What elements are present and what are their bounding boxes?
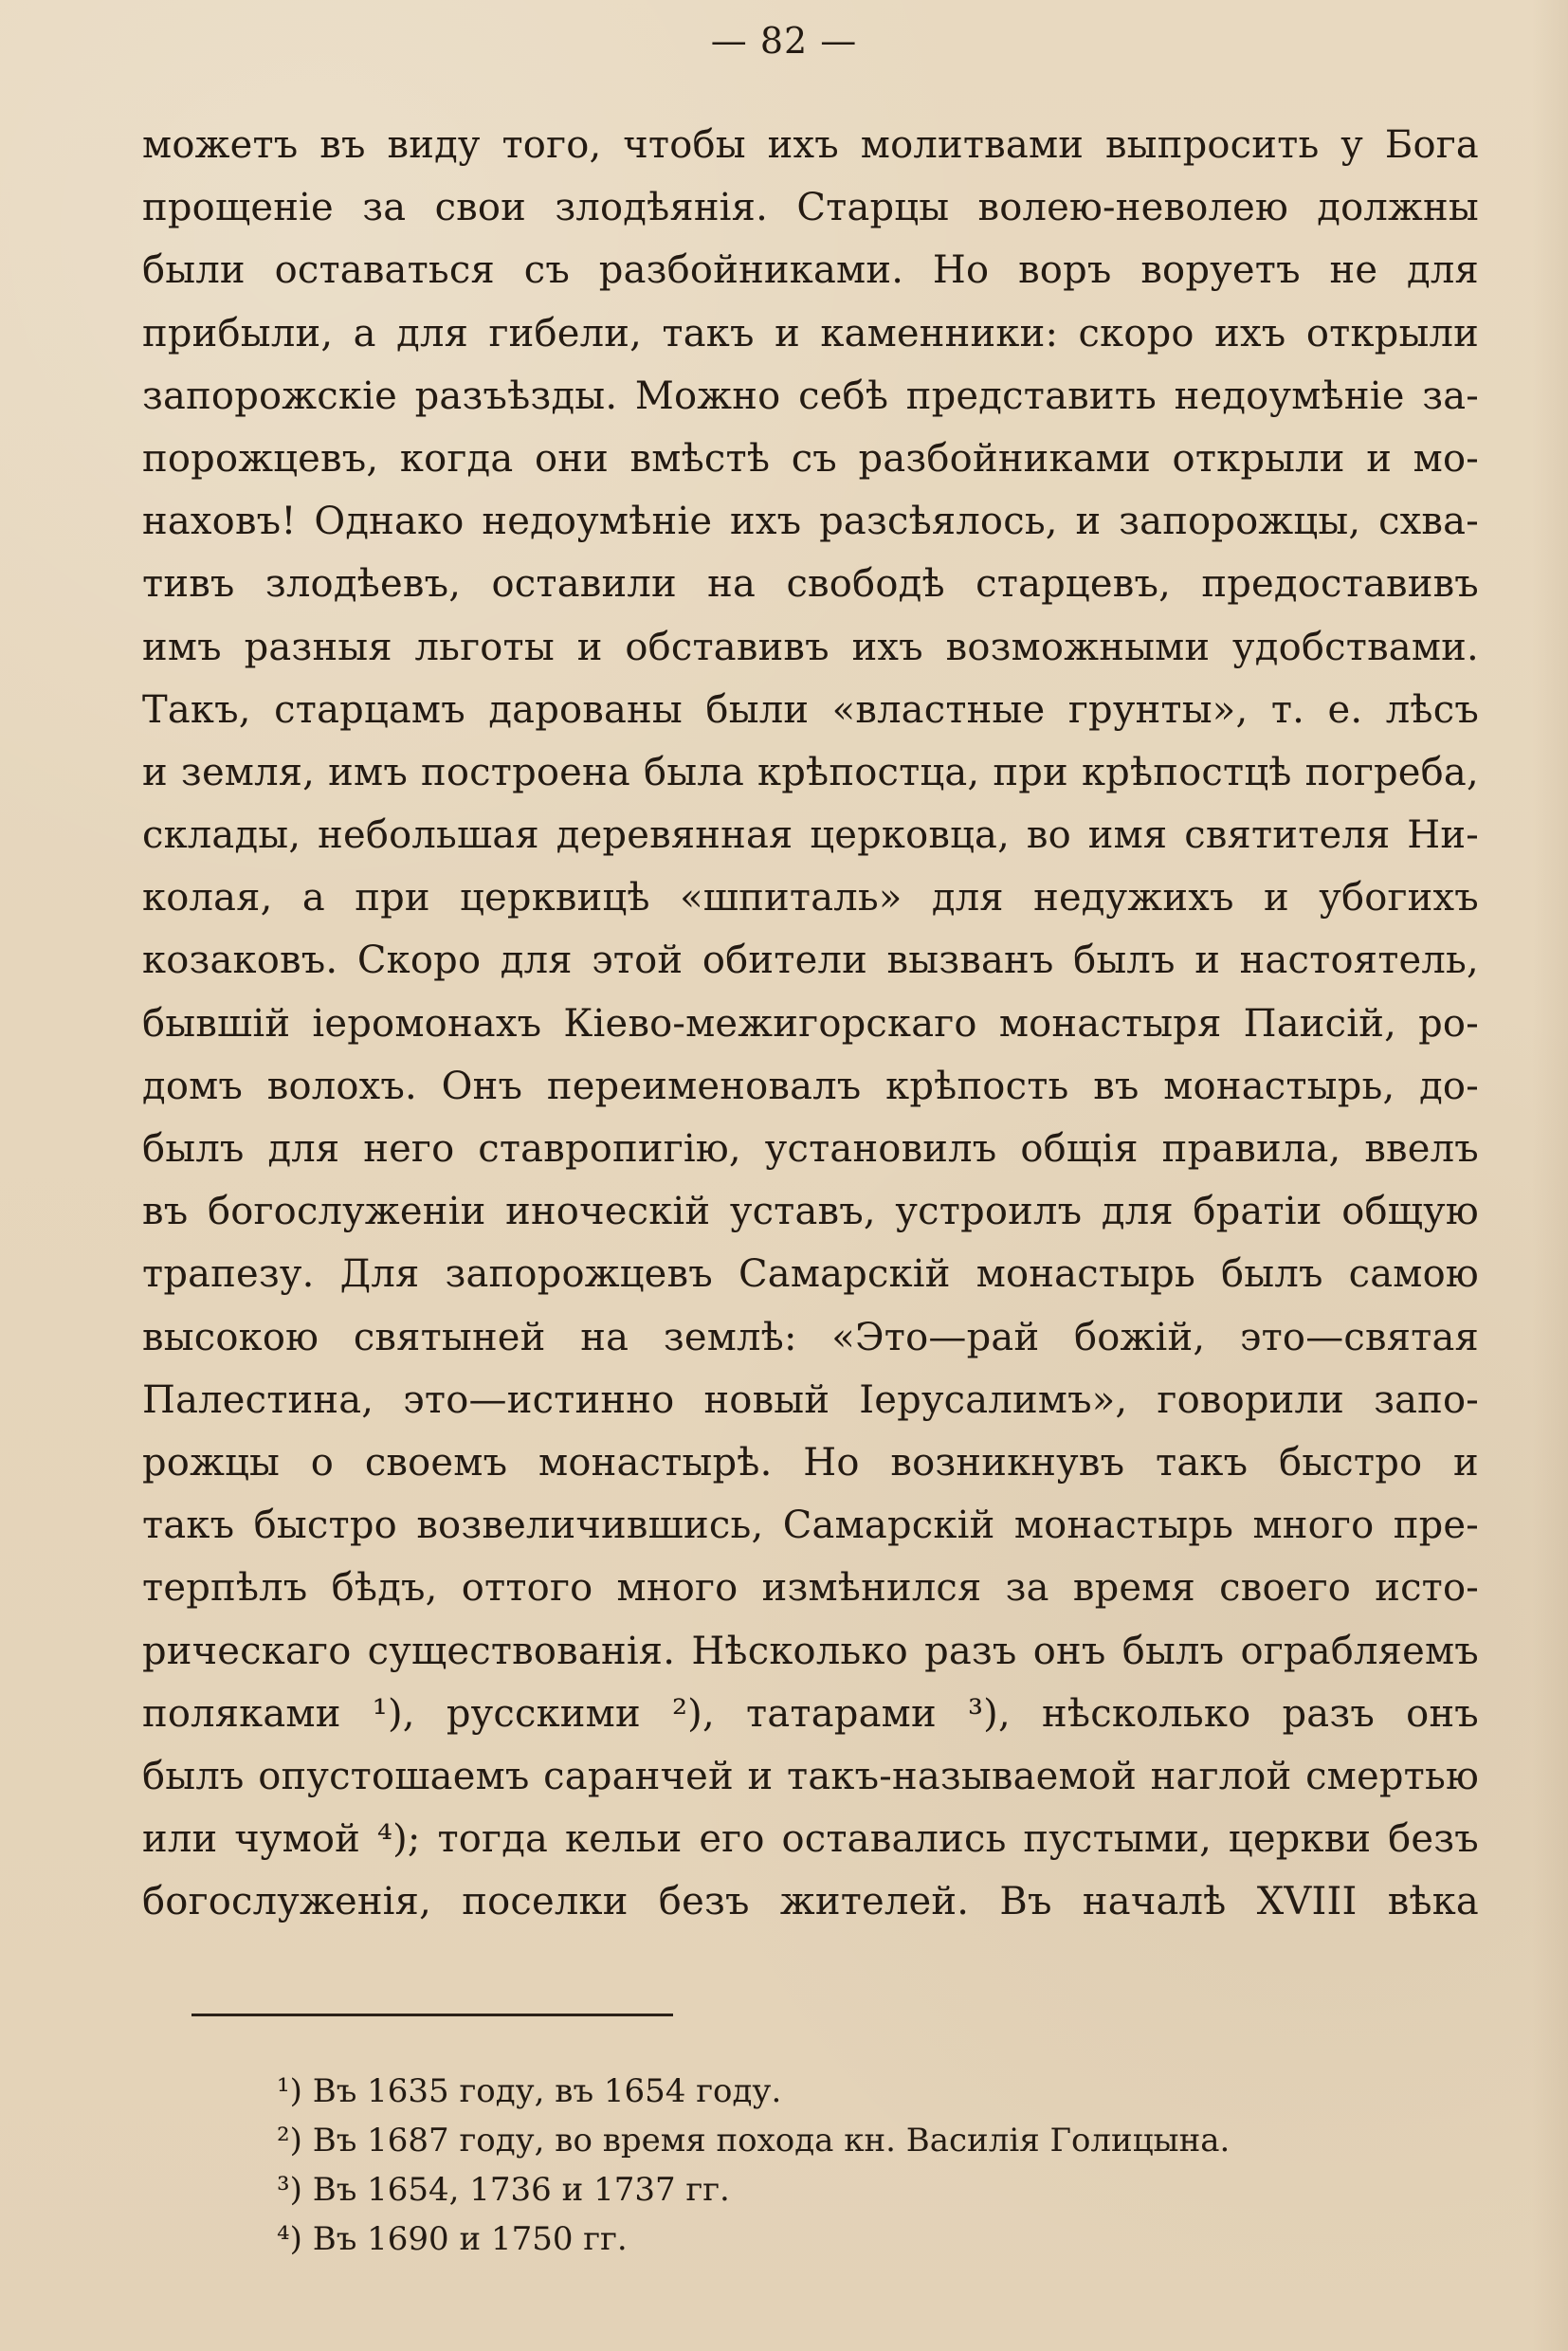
body-word: при xyxy=(993,750,1068,794)
body-word: для xyxy=(267,1127,340,1171)
body-word: козаковъ. xyxy=(142,939,338,983)
body-word: бывшій xyxy=(142,1001,291,1046)
body-word: чтобы xyxy=(623,123,746,167)
body-word: разбойниками. xyxy=(598,248,904,293)
body-word: пре- xyxy=(1393,1504,1479,1548)
body-word: нѣсколько xyxy=(1042,1691,1251,1736)
body-word: установилъ xyxy=(764,1127,997,1171)
body-word: убогихъ xyxy=(1319,876,1479,920)
footnote: ³) Въ 1654, 1736 и 1737 гг. xyxy=(277,2171,730,2209)
body-word: началѣ xyxy=(1082,1880,1227,1924)
body-word: существованія. xyxy=(367,1629,676,1673)
body-word: церкви xyxy=(1228,1817,1372,1862)
body-word: своемъ xyxy=(364,1440,508,1485)
body-word: землѣ: xyxy=(663,1315,797,1359)
body-word: удобствами. xyxy=(1232,625,1479,669)
body-word: ограбляемъ xyxy=(1240,1629,1479,1673)
body-word: т. xyxy=(1270,687,1305,732)
body-word: Но xyxy=(932,248,990,293)
body-word: прибыли, xyxy=(142,311,334,355)
body-word: правила, xyxy=(1161,1127,1341,1171)
body-word: него xyxy=(363,1127,455,1171)
body-word: дарованы xyxy=(488,687,683,732)
body-word: Въ xyxy=(999,1880,1052,1924)
body-word: святыней xyxy=(353,1315,546,1359)
body-text-line xyxy=(142,1180,1479,1243)
body-word: возвеличившись, xyxy=(416,1504,764,1548)
body-text-line xyxy=(142,616,1479,679)
body-word: Бога xyxy=(1384,123,1479,167)
body-word: былъ xyxy=(1121,1629,1225,1673)
body-word: у xyxy=(1340,123,1364,167)
body-word: они xyxy=(534,436,609,481)
body-word: земля, xyxy=(180,750,316,794)
body-text-line xyxy=(142,679,1479,741)
body-word: оставили xyxy=(491,562,677,607)
body-word: запорожцевъ xyxy=(445,1252,713,1297)
body-word: общую xyxy=(1341,1190,1479,1234)
body-word: и xyxy=(1194,939,1221,983)
body-word: въ xyxy=(142,1190,189,1234)
body-word: божій, xyxy=(1073,1315,1206,1359)
body-word: монастырѣ. xyxy=(538,1440,773,1485)
body-word: церковца, xyxy=(810,813,1011,858)
body-word: за xyxy=(362,186,407,230)
body-word: и xyxy=(747,1754,774,1798)
body-word: Но xyxy=(803,1440,860,1485)
body-word: ввелъ xyxy=(1364,1127,1479,1171)
body-word: имя xyxy=(1087,813,1168,858)
body-word: были xyxy=(142,248,246,293)
body-word: и xyxy=(1366,436,1393,481)
body-word: онъ xyxy=(1032,1629,1106,1673)
body-word: разсѣялось, xyxy=(819,500,1058,544)
body-text-line xyxy=(142,365,1479,428)
body-text-line xyxy=(142,1870,1479,1933)
body-word: былъ xyxy=(142,1754,245,1798)
body-word: а xyxy=(353,311,376,355)
body-word: волохъ. xyxy=(266,1064,417,1108)
body-text-line xyxy=(142,993,1479,1055)
body-word: домъ xyxy=(142,1064,244,1108)
body-text-line xyxy=(142,1431,1479,1494)
body-word: Для xyxy=(339,1252,420,1297)
body-word: имъ xyxy=(142,625,222,669)
body-word: для xyxy=(931,876,1004,920)
body-text-line xyxy=(142,1808,1479,1870)
body-word: говорили xyxy=(1157,1377,1344,1422)
body-word: и xyxy=(1453,1440,1479,1485)
body-word: время xyxy=(1072,1566,1195,1611)
body-word: монастыря xyxy=(998,1001,1222,1046)
body-word: ихъ xyxy=(851,625,923,669)
body-word: терпѣлъ xyxy=(142,1566,308,1611)
body-text-line xyxy=(142,1494,1479,1557)
body-word: рическаго xyxy=(142,1629,352,1673)
body-word: много xyxy=(616,1566,738,1611)
body-word: каменники: xyxy=(820,311,1059,355)
body-word: въ xyxy=(319,123,366,167)
body-text-line xyxy=(142,239,1479,301)
body-word: недоумѣніе xyxy=(1174,374,1405,418)
body-word: его xyxy=(699,1817,765,1862)
footnote: ⁴) Въ 1690 и 1750 гг. xyxy=(277,2220,628,2258)
body-word: можетъ xyxy=(142,123,299,167)
body-text-line xyxy=(142,1557,1479,1619)
body-word: наховъ! xyxy=(142,500,297,544)
body-word: устроилъ xyxy=(895,1190,1083,1234)
body-word: воръ xyxy=(1018,248,1112,293)
body-word: ⁴); xyxy=(376,1817,421,1862)
footnote: ¹) Въ 1635 году, въ 1654 году. xyxy=(277,2072,782,2110)
body-word: «Это—рай xyxy=(831,1315,1040,1359)
body-word: общія xyxy=(1020,1127,1139,1171)
body-word: а xyxy=(301,876,325,920)
body-word: обставивъ xyxy=(625,625,830,669)
body-text-line xyxy=(142,1369,1479,1431)
body-word: Самарскій xyxy=(738,1252,951,1297)
body-text-line xyxy=(142,302,1479,365)
body-word: съ xyxy=(523,248,570,293)
body-word: Ни- xyxy=(1407,813,1479,858)
body-word: обители xyxy=(702,939,867,983)
body-word: разъѣзды. xyxy=(414,374,618,418)
body-word: свои xyxy=(434,186,527,230)
body-word: Можно xyxy=(634,374,781,418)
body-word: крѣпость xyxy=(885,1064,1069,1108)
body-word: склады, xyxy=(142,813,301,858)
body-word: возникнувъ xyxy=(890,1440,1125,1485)
body-word: саранчей xyxy=(543,1754,734,1798)
body-word: вѣка xyxy=(1387,1880,1479,1924)
body-word: Паисій, xyxy=(1243,1001,1397,1046)
body-word: иноческій xyxy=(505,1190,711,1234)
body-word: себѣ xyxy=(798,374,889,418)
body-word: порожцевъ, xyxy=(142,436,379,481)
body-word: е. xyxy=(1327,687,1363,732)
body-word: ро- xyxy=(1418,1001,1479,1046)
body-word: льготы xyxy=(414,625,555,669)
body-word: безъ xyxy=(658,1880,750,1924)
body-text-line xyxy=(142,1055,1479,1118)
body-word: съ xyxy=(791,436,837,481)
body-word: былъ xyxy=(142,1127,245,1171)
body-word: монастырь, xyxy=(1163,1064,1395,1108)
body-word: Однако xyxy=(314,500,465,544)
body-word: святителя xyxy=(1184,813,1391,858)
body-word: ²), xyxy=(671,1691,715,1736)
body-word: много xyxy=(1252,1504,1375,1548)
body-word: въ xyxy=(1093,1064,1140,1108)
body-word: грунты», xyxy=(1067,687,1249,732)
body-word: небольшая xyxy=(318,813,539,858)
body-word: крѣпостцѣ xyxy=(1081,750,1292,794)
body-word: недоумѣніе xyxy=(482,500,713,544)
body-text-line xyxy=(142,929,1479,992)
body-word: оттого xyxy=(461,1566,593,1611)
body-word: «властные xyxy=(831,687,1046,732)
body-word: богослуженіи xyxy=(207,1190,486,1234)
body-word: были xyxy=(705,687,810,732)
body-word: опустошаемъ xyxy=(258,1754,530,1798)
body-word: оставаться xyxy=(274,248,495,293)
body-word: разъ xyxy=(924,1629,1017,1673)
body-word: не xyxy=(1329,248,1378,293)
body-word: молитвами xyxy=(860,123,1085,167)
body-word: ихъ xyxy=(767,123,839,167)
body-word: возможными xyxy=(945,625,1211,669)
body-text-line xyxy=(142,490,1479,553)
body-word: мо- xyxy=(1413,436,1479,481)
body-text-line xyxy=(142,428,1479,490)
body-word: чумой xyxy=(234,1817,361,1862)
body-word: или xyxy=(142,1817,218,1862)
body-word: и xyxy=(1263,876,1289,920)
body-word: о xyxy=(310,1440,335,1485)
body-word: запорожскіе xyxy=(142,374,397,418)
body-word: ставропигію, xyxy=(478,1127,741,1171)
body-text-line xyxy=(142,866,1479,929)
body-word: погреба, xyxy=(1304,750,1479,794)
body-word: уставъ, xyxy=(729,1190,876,1234)
body-word: былъ xyxy=(1221,1252,1323,1297)
body-word: лѣсъ xyxy=(1385,687,1479,732)
body-word: пустыми, xyxy=(1023,1817,1212,1862)
body-text-line xyxy=(142,176,1479,239)
body-word: для xyxy=(1407,248,1479,293)
body-word: скоро xyxy=(1078,311,1194,355)
body-word: запорожцы, xyxy=(1119,500,1361,544)
body-word: Самарскій xyxy=(782,1504,995,1548)
body-word: крѣпостца, xyxy=(757,750,980,794)
body-word: вмѣстѣ xyxy=(629,436,771,481)
body-word: предоставивъ xyxy=(1201,562,1479,607)
body-word: исто- xyxy=(1375,1566,1479,1611)
body-word: поляками xyxy=(142,1691,341,1736)
body-word: и xyxy=(775,311,800,355)
page-number: — 82 — xyxy=(710,20,858,62)
body-word: за xyxy=(1005,1566,1049,1611)
body-word: недужихъ xyxy=(1033,876,1234,920)
body-word: такъ xyxy=(1156,1440,1249,1485)
body-word: богослуженія, xyxy=(142,1880,432,1924)
body-word: іеромонахъ xyxy=(312,1001,542,1046)
body-word: за- xyxy=(1422,374,1479,418)
body-word: рожцы xyxy=(142,1440,281,1485)
body-word: церквицѣ xyxy=(460,876,650,920)
body-word: на xyxy=(580,1315,629,1359)
body-word: самою xyxy=(1348,1252,1479,1297)
body-word: онъ xyxy=(1406,1691,1479,1736)
body-word: при xyxy=(355,876,430,920)
body-word: разныя xyxy=(244,625,392,669)
body-word: до- xyxy=(1419,1064,1479,1108)
body-word: тивъ xyxy=(142,562,235,607)
body-word: Онъ xyxy=(441,1064,523,1108)
body-word: XVIII xyxy=(1256,1880,1358,1924)
body-word: поселки xyxy=(462,1880,629,1924)
body-word: кельи xyxy=(564,1817,683,1862)
body-word: когда xyxy=(399,436,514,481)
body-word: такъ xyxy=(662,311,755,355)
body-text-line xyxy=(142,1118,1479,1180)
body-word: Кіево-межигорскаго xyxy=(563,1001,977,1046)
body-word: открыли xyxy=(1172,436,1345,481)
body-word: открыли xyxy=(1305,311,1479,355)
body-word: на xyxy=(707,562,757,607)
body-word: такъ-называемой xyxy=(787,1754,1138,1798)
body-word: своего xyxy=(1219,1566,1352,1611)
body-text-line xyxy=(142,741,1479,804)
body-text-line xyxy=(142,1620,1479,1683)
body-word: Старцы xyxy=(796,186,950,230)
body-word: того, xyxy=(501,123,602,167)
body-word: и xyxy=(142,750,168,794)
body-word: для xyxy=(1101,1190,1174,1234)
body-word: и xyxy=(1075,500,1102,544)
body-word: злодѣевъ, xyxy=(264,562,462,607)
body-word: прощеніе xyxy=(142,186,334,230)
body-word: ихъ xyxy=(730,500,802,544)
body-word: наглой xyxy=(1150,1754,1292,1798)
body-word: татарами xyxy=(746,1691,937,1736)
body-word: ³), xyxy=(967,1691,1011,1736)
body-word: это—святая xyxy=(1240,1315,1479,1359)
body-text-line xyxy=(142,114,1479,176)
body-word: во xyxy=(1026,813,1071,858)
body-word: Іерусалимъ», xyxy=(859,1377,1128,1422)
body-word: жителей. xyxy=(779,1880,970,1924)
body-text xyxy=(142,114,1479,1933)
body-word: Палестина, xyxy=(142,1377,374,1422)
body-word: гибели, xyxy=(488,311,642,355)
body-word: новый xyxy=(703,1377,830,1422)
body-word: вызванъ xyxy=(886,939,1054,983)
body-word: монастырь xyxy=(1013,1504,1234,1548)
body-word: трапезу. xyxy=(142,1252,315,1297)
body-word: разбойниками xyxy=(858,436,1151,481)
body-word: монастырь xyxy=(975,1252,1195,1297)
body-word: быстро xyxy=(1278,1440,1423,1485)
body-word: свободѣ xyxy=(786,562,945,607)
body-word: Такъ, xyxy=(142,687,251,732)
body-word: колая, xyxy=(142,876,273,920)
body-word: Нѣсколько xyxy=(691,1629,908,1673)
body-text-line xyxy=(142,804,1479,866)
footnote: ²) Въ 1687 году, во время похода кн. Василія Голицына. xyxy=(277,2122,1231,2160)
body-word: безъ xyxy=(1388,1817,1479,1862)
body-word: выпросить xyxy=(1104,123,1320,167)
body-word: бѣдъ, xyxy=(331,1566,438,1611)
body-word: для xyxy=(500,939,573,983)
body-word: Скоро xyxy=(356,939,482,983)
body-word: должны xyxy=(1317,186,1479,230)
body-word: волею-неволею xyxy=(977,186,1289,230)
body-word: такъ xyxy=(142,1504,235,1548)
body-word: былъ xyxy=(1073,939,1176,983)
body-word: была xyxy=(644,750,744,794)
body-word: высокою xyxy=(142,1315,319,1359)
body-text-line xyxy=(142,1745,1479,1808)
body-word: это—истинно xyxy=(403,1377,675,1422)
body-word: оставались xyxy=(781,1817,1007,1862)
body-word: быстро xyxy=(253,1504,397,1548)
body-word: смертью xyxy=(1305,1754,1479,1798)
body-word: русскими xyxy=(446,1691,641,1736)
body-word: представить xyxy=(905,374,1157,418)
body-word: имъ xyxy=(328,750,408,794)
body-text-line xyxy=(142,1683,1479,1745)
body-word: переименовалъ xyxy=(546,1064,862,1108)
footnote-separator xyxy=(191,2014,673,2016)
body-word: настоятель, xyxy=(1239,939,1479,983)
body-word: измѣнился xyxy=(761,1566,982,1611)
footnotes xyxy=(277,2067,1414,2264)
body-word: воруетъ xyxy=(1140,248,1301,293)
body-word: старцамъ xyxy=(274,687,465,732)
body-word: деревянная xyxy=(556,813,793,858)
body-word: построена xyxy=(421,750,630,794)
body-word: тогда xyxy=(437,1817,549,1862)
body-text-line xyxy=(142,1243,1479,1305)
body-word: злодѣянія. xyxy=(555,186,769,230)
body-text-line xyxy=(142,553,1479,615)
body-text-line xyxy=(142,1306,1479,1369)
body-word: «шпиталь» xyxy=(680,876,903,920)
body-word: виду xyxy=(387,123,481,167)
body-word: старцевъ, xyxy=(975,562,1172,607)
body-word: братіи xyxy=(1193,1190,1322,1234)
body-word: ихъ xyxy=(1214,311,1286,355)
body-word: разъ xyxy=(1282,1691,1376,1736)
body-word: запо- xyxy=(1374,1377,1479,1422)
body-word: этой xyxy=(592,939,684,983)
body-word: для xyxy=(396,311,469,355)
body-word: и xyxy=(576,625,603,669)
body-word: ¹), xyxy=(372,1691,415,1736)
body-word: схва- xyxy=(1378,500,1479,544)
